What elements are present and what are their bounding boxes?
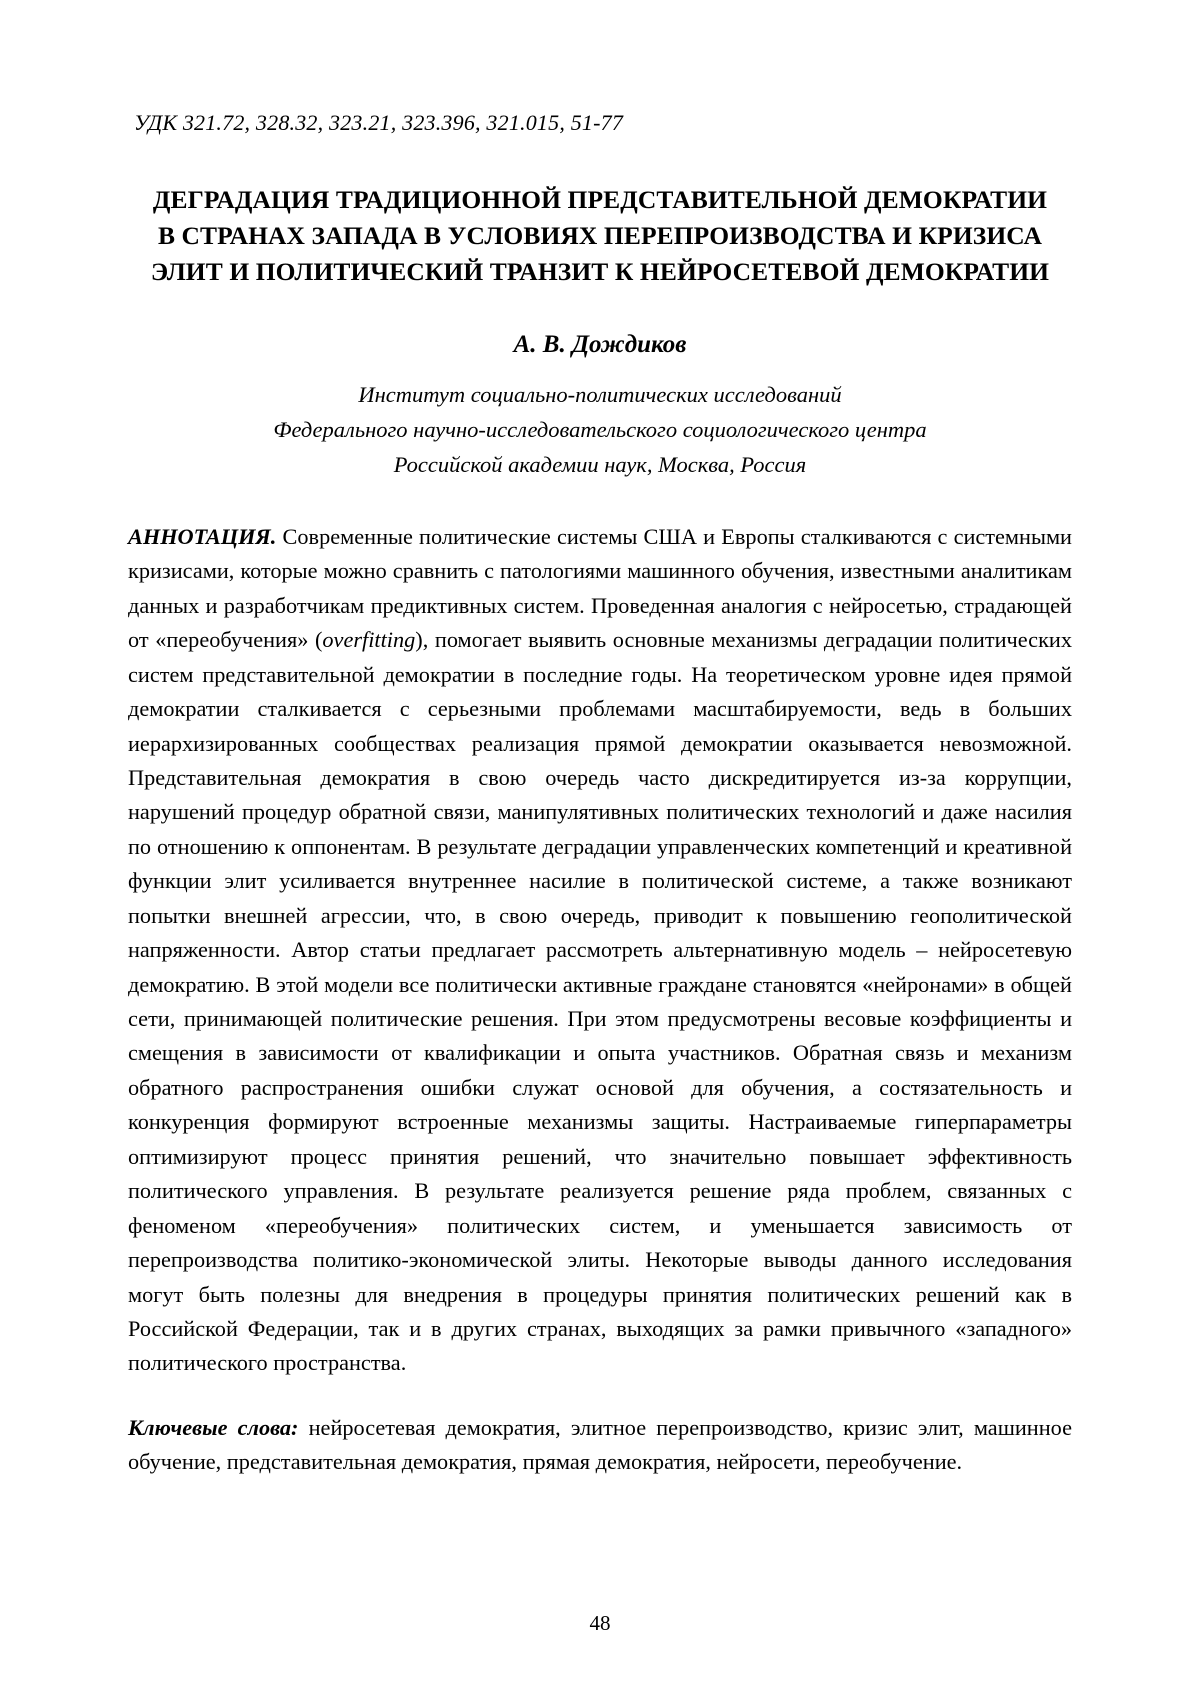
abstract-latin-term: overfitting xyxy=(322,627,416,653)
page-number: 48 xyxy=(589,1611,611,1635)
abstract-text-part-1: Современные политические системы США и Европы сталкиваются с системными кризисами, которые можно сравнить с патологиями машинного обучения, известными аналитикам данных и разработчикам предиктивных систем. Проведенная аналогия с нейросетью, страдающей от «переобучения» ( xyxy=(128,523,1072,653)
keywords-label: Ключевые слова: xyxy=(128,1414,299,1440)
keywords-text: нейросетевая демократия, элитное перепроизводство, кризис элит, машинное обучение, представительная демократия, прямая демократия, нейросети, переобучение. xyxy=(128,1414,1072,1475)
abstract-label: АННОТАЦИЯ. xyxy=(128,523,277,549)
abstract-text-part-2: ), помогает выявить основные механизмы деградации политических систем представительной демократии в последние годы. На теоретическом уровне идея прямой демократии сталкивается с серьезными проблемами масштабируемости, ведь в больших иерархизированных сообществах реализация прямой демократии оказывается невозможной. Представительная демократия в свою очередь часто дискредитируется из-за коррупции, нарушений процедур обратной связи, манипулятивных политических технологий и даже насилия по отношению к оппонентам. В результате деградации управленческих компетенций и креативной функции элит усиливается внутреннее насилие в политической системе, а также возникают попытки внешней агрессии, что, в свою очередь, приводит к повышению геополитической напряженности. Автор статьи предлагает рассмотреть альтернативную модель – нейросетевую демократию. В этой модели все политически активные граждане становятся «нейронами» в общей сети, принимающей политические решения. При этом предусмотрены весовые коэффициенты и смещения в зависимости от квалификации и опыта участников. Обратная связь и механизм обратного распространения ошибки служат основой для обучения, а состязательность и конкуренция формируют встроенные механизмы защиты. Настраиваемые гиперпараметры оптимизируют процесс принятия решений, что значительно повышает эффективность политического управления. В результате реализуется решение ряда проблем, связанных с феноменом «переобучения» политических систем, и уменьшается зависимость от перепроизводства политико-экономической элиты. Некоторые выводы данного исследования могут быть полезны для внедрения в процедуры принятия политических решений как в Российской Федерации, так и в других странах, выходящих за рамки привычного «западного» политического пространства. xyxy=(128,627,1072,1376)
udk-line: УДК 321.72, 328.32, 323.21, 323.396, 321.015, 51-77 xyxy=(134,110,624,135)
affiliation-line-1: Институт социально-политических исследований xyxy=(358,381,842,407)
abstract-paragraph xyxy=(128,520,1072,1381)
affiliation-line-2: Федерального научно-исследовательского социологического центра xyxy=(273,416,927,442)
page-title: ДЕГРАДАЦИЯ ТРАДИЦИОННОЙ ПРЕДСТАВИТЕЛЬНОЙ ДЕМОКРАТИИ В СТРАНАХ ЗАПАДА В УСЛОВИЯХ ПЕРЕПРОИЗВОДСТВА И КРИЗИСА ЭЛИТ И ПОЛИТИЧЕСКИЙ ТРАНЗИТ К НЕЙРОСЕТЕВОЙ ДЕМОКРАТИИ xyxy=(150,185,1050,287)
affiliation-line-3: Российской академии наук, Москва, Россия xyxy=(393,451,807,477)
keywords-paragraph xyxy=(128,1411,1072,1480)
affiliation xyxy=(128,377,1072,482)
author-name: А. В. Дождиков xyxy=(513,330,687,358)
